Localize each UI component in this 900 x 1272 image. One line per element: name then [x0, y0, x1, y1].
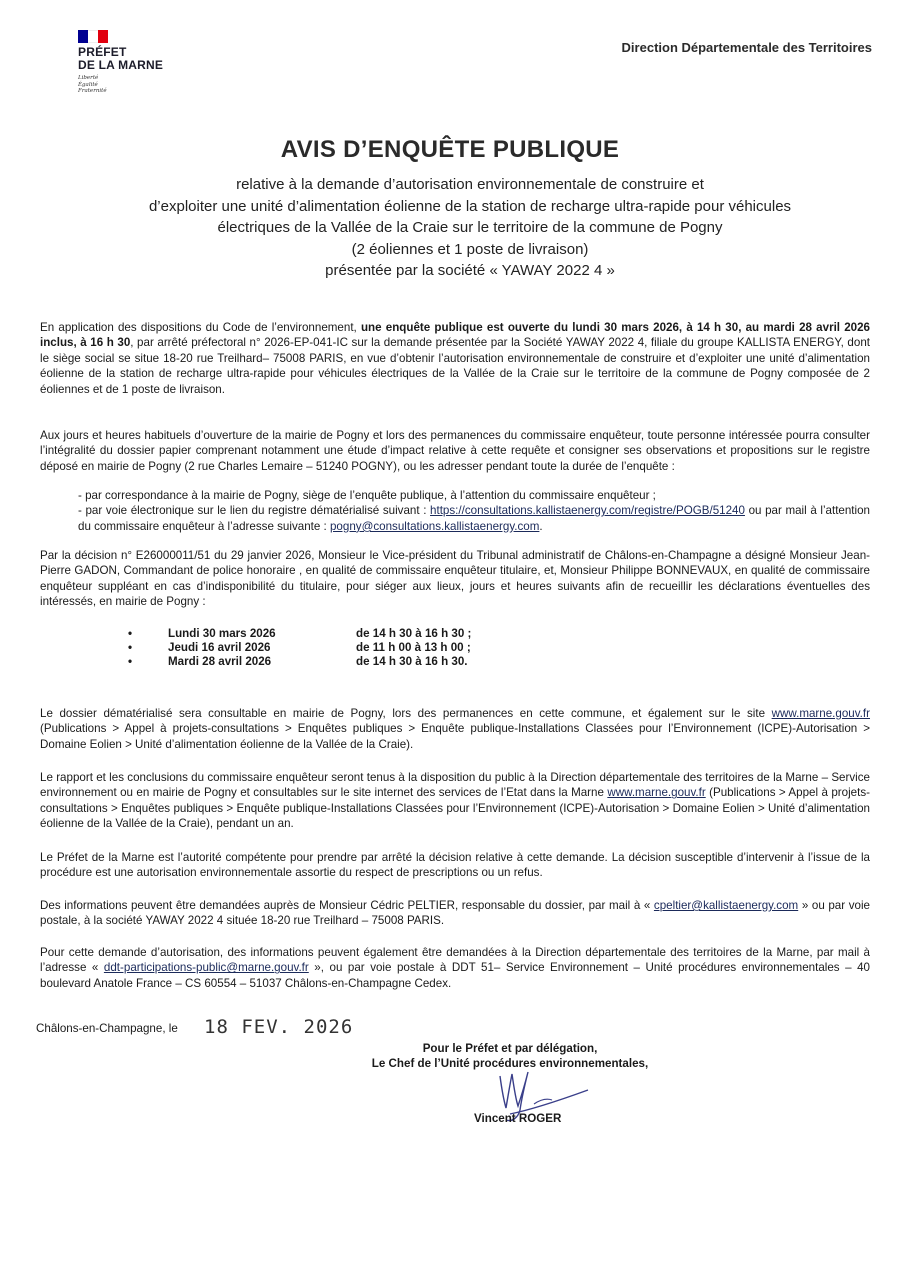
report-text-b: (Publications > Appel à projets-consultations > Enquêtes publiques > Enquête publique-Installations Classées pour l’Environnement (ICPE)-Autorisation > Domaine Eolien > Unité d’alimentation éolienne de la Vallée de la Craie), pendant un an. — [40, 786, 870, 831]
marne-gouv-link[interactable]: www.marne.gouv.fr — [771, 707, 870, 720]
paragraph-ddt-contact — [40, 945, 870, 991]
marne-gouv-link-2[interactable]: www.marne.gouv.fr — [607, 786, 706, 800]
registry-email-link[interactable]: pogny@consultations.kallistaenergy.com — [329, 519, 540, 533]
delegation-line-2: Le Chef de l’Unité procédures environnementales, — [371, 1057, 649, 1070]
channel-end: . — [539, 519, 543, 533]
channel-electronic-text: - par voie électronique sur le lien du registre dématérialisé suivant : — [78, 504, 431, 518]
signature-place: Châlons-en-Champagne, le — [36, 1022, 178, 1035]
paragraph-authority: Le Préfet de la Marne est l’autorité compétente pour prendre par arrêté la décision relative à cette demande. La décision susceptible d’intervenir à l’issue de la procédure est une autorisation environnementale assortie du respect de prescriptions ou un refus. — [40, 851, 870, 880]
paragraph-commissioner: Par la décision n° E26000011/51 du 29 janvier 2026, Monsieur le Vice-président du Tribunal administratif de Châlons-en-Champagne a désigné Monsieur Jean-Pierre GADON, Commandant de police honoraire , en qualité de commissaire enquêteur titulaire, et, Monsieur Philippe BONNEVAUX, en qualité de commissaire enquêteur suppléant en cas d’indisponibilité du titulaire, pour siéger aux lieux, jours et heures suivants afin de recueillir les déclarations éventuelles des intéressés, en mairie de Pogny : — [40, 549, 870, 609]
intro-dates-bold: une enquête publique est ouverte du lundi 30 mars 2026, à 14 h 30, au mardi 28 avril 2026 inclus, à 16 h 30 — [40, 321, 870, 350]
registry-link[interactable]: https://consultations.kallistaenergy.com/registre/POGB/51240 — [430, 504, 745, 518]
contact-text-a: Des informations peuvent être demandées auprès de Monsieur Cédric PELTIER, responsable du dossier, par mail à « — [40, 899, 654, 912]
paragraph-intro — [40, 320, 870, 397]
online-file-text-b: (Publications > Appel à projets-consultations > Enquêtes publiques > Enquête publique-Installations Classées pour l’Environnement (ICPE)-Autorisation > Domaine Eolien > Unité d’alimentation éolienne de la Vallée de la Craie). — [40, 722, 870, 751]
ddt-email-link[interactable]: ddt-participations-public@marne.gouv.fr — [103, 961, 309, 975]
schedule-hours: de 14 h 30 à 16 h 30 ; — [356, 627, 472, 640]
bullet-icon: • — [128, 640, 133, 654]
french-flag-icon — [78, 30, 108, 43]
subtitle-line-2: d’exploiter une unité d’alimentation éolienne de la station de recharge ultra-rapide pour véhicules — [148, 197, 792, 215]
schedule-hours: de 14 h 30 à 16 h 30. — [356, 654, 468, 668]
paragraph-report — [40, 770, 870, 832]
motto-fraternite: Fraternité — [78, 88, 107, 94]
logo-line-2: DE LA MARNE — [78, 58, 164, 72]
channel-electronic — [40, 503, 870, 534]
flag-red-band — [98, 30, 108, 43]
intro-text-a: En application des dispositions du Code de l’environnement, — [40, 321, 361, 334]
contact-text-b: » ou par voie postale, à la société YAWAY 2022 4 située 18-20 rue Treilhard – 75008 PARIS. — [40, 899, 870, 928]
direction-header: Direction Départementale des Territoires — [621, 40, 872, 55]
channel-mail: - par correspondance à la mairie de Pogny, siège de l’enquête publique, à l’attention du commissaire enquêteur ; — [78, 489, 656, 502]
report-text-a: Le rapport et les conclusions du commissaire enquêteur seront tenus à la disposition du public à la Direction départementale des territoires de la Marne – Service environnement ou en mairie de Pogny et consultables sur le site internet des services de l’Etat dans la Marne — [40, 771, 870, 800]
subtitle — [40, 174, 900, 282]
peltier-email-link[interactable]: cpeltier@kallistaenergy.com — [653, 899, 799, 912]
schedule-day: Mardi 28 avril 2026 — [168, 654, 272, 668]
paragraph-contact — [40, 898, 870, 929]
subtitle-line-4: (2 éoliennes et 1 poste de livraison) — [351, 240, 589, 258]
online-file-text-a: Le dossier dématérialisé sera consultable en mairie de Pogny, lors des permanences en cette commune, et également sur le site — [40, 707, 772, 720]
schedule-day: Lundi 30 mars 2026 — [168, 627, 276, 640]
paragraph-consultation: Aux jours et heures habituels d’ouverture de la mairie de Pogny et lors des permanences du commissaire enquêteur, toute personne intéressée pourra consulter l’intégralité du dossier papier comprenant notamment une étude d’impact relative à cette requête et consigner ses observations et propositions sur le registre déposé en mairie de Pogny (2 rue Charles Lemaire – 51240 POGNY), ou les adresser pendant toute la durée de l’enquête : — [40, 429, 870, 473]
channel-electronic-text-b: ou par mail à l’attention du commissaire enquêteur à l’adresse suivante : — [78, 504, 871, 533]
delegation-line-1: Pour le Préfet et par délégation, — [422, 1042, 598, 1055]
schedule-row — [128, 627, 471, 641]
schedule-row — [128, 641, 471, 655]
schedule-day: Jeudi 16 avril 2026 — [168, 640, 271, 654]
page-title: AVIS D’ENQUÊTE PUBLIQUE — [280, 136, 620, 163]
intro-text-c: , par arrêté préfectoral n° 2026-EP-041-IC sur la demande présentée par la Société YAWAY 2022 4, filiale du groupe KALLISTA ENERGY, dont le siège social se situe 18-20 rue Treilhard– 75008 PARIS, en vue d’obtenir l’autorisation environnementale de construire et d’exploiter une unité d’alimentation éolienne de la station de recharge ultra-rapide pour véhicules électriques de la Vallée de la Craie sur le territoire de la commune de Pogny composée de 2 éoliennes et de 1 poste de livraison. — [40, 336, 870, 396]
bullet-icon: • — [128, 654, 133, 668]
ddt-text-b: », ou par voie postale à DDT 51– Service Environnement – Unité procédures environnementales – 40 boulevard Anatole France – CS 60554 – 51037 Châlons-en-Champagne Cedex. — [40, 961, 870, 990]
subtitle-line-1: relative à la demande d’autorisation environnementale de construire et — [236, 176, 704, 193]
bullet-icon: • — [128, 627, 133, 640]
date-stamp: 18 FEV. 2026 — [204, 1016, 354, 1038]
motto-egalite: Égalité — [78, 81, 98, 88]
schedule-hours: de 11 h 00 à 13 h 00 ; — [356, 640, 471, 654]
prefecture-logo — [78, 30, 188, 95]
schedule-row — [128, 655, 471, 669]
logo-line-1: PRÉFET — [78, 45, 127, 59]
subtitle-line-3: électriques de la Vallée de la Craie sur le territoire de la commune de Pogny — [217, 219, 723, 237]
ddt-text-a: Pour cette demande d’autorisation, des informations peuvent également être demandées à la Direction départementale des territoires de la Marne, par mail à l’adresse « — [40, 946, 870, 975]
signer-name: Vincent ROGER — [474, 1112, 562, 1125]
flag-white-band — [88, 30, 98, 43]
paragraph-channels — [40, 488, 870, 534]
paragraph-online-file — [40, 706, 870, 752]
flag-blue-band — [78, 30, 88, 43]
permanence-schedule — [128, 627, 471, 668]
subtitle-line-5: présentée par la société « YAWAY 2022 4 » — [325, 262, 615, 280]
motto-liberte: Liberté — [78, 75, 99, 81]
